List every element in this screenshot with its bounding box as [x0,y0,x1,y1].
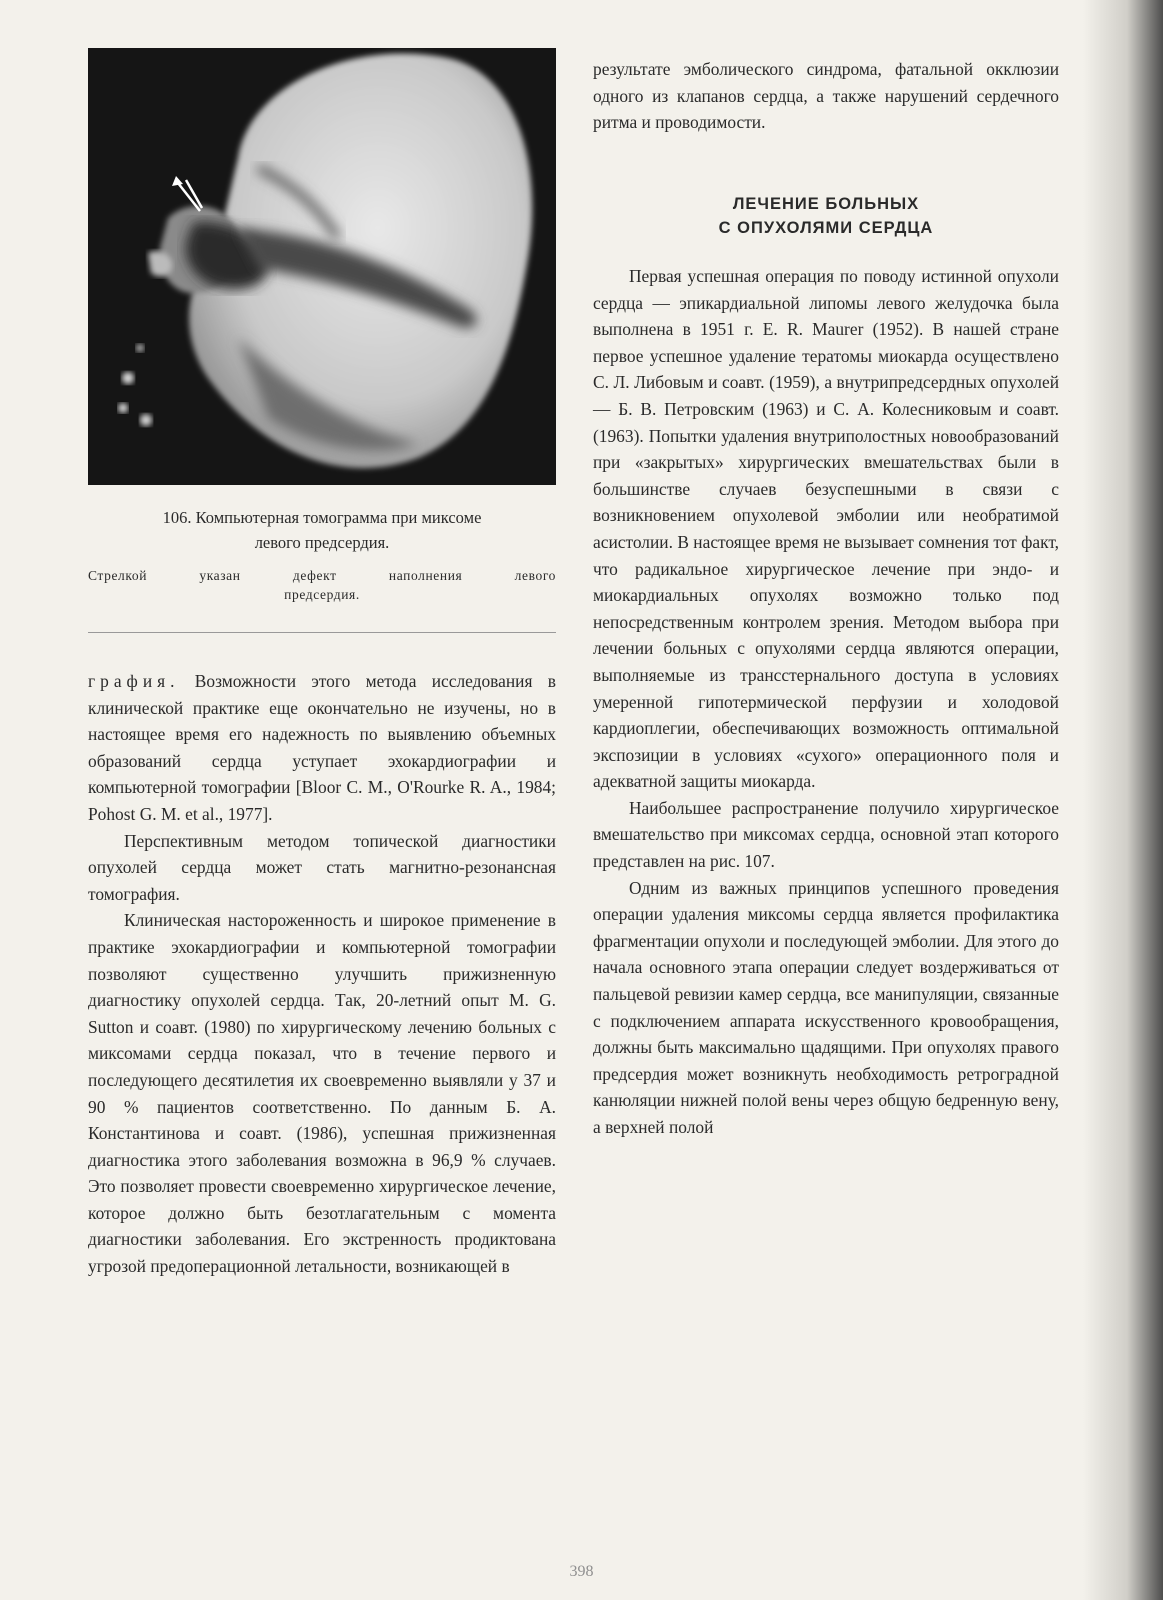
caption-divider [88,632,556,633]
right-column-continuation [593,56,1059,136]
section-heading-line1: ЛЕЧЕНИЕ БОЛЬНЫХ [732,195,920,213]
page-edge-shadow [1083,0,1163,1600]
right-paragraph-2: Наибольшее распространение получило хирургическое вмешательство при миксомах сердца, основной этап которого представлен на рис. 107. [593,797,1059,872]
left-paragraph-1 [88,668,556,828]
figure-note-line2: предсердия. [284,587,360,602]
figure-caption-line2: левого предсердия. [254,533,390,552]
figure-caption-line1: 106. Компьютерная томограмма при миксоме [162,508,482,527]
page-number: 398 [569,1563,594,1580]
left-paragraph-2: Перспективным методом топической диагностики опухолей сердца может стать магнитно-резонансная томография. [88,830,556,904]
right-paragraph-1: Первая успешная операция по поводу истинной опухоли сердца — эпикардиальной липомы левого желудочка была выполнена в 1951 г. Е. R. Maurer (1952). В нашей стране первое успешное удаление тератомы миокарда осуществлено С. Л. Либовым и соавт. (1959), а внутрипредсердных опухолей — Б. В. Петровским (1963) и С. А. Колесниковым и соавт. (1963). Попытки удаления внутриполостных новообразований при «закрытых» хирургических вмешательствах были в большинстве случаев безуспешными в связи с возникновением опухолевой эмболии или необратимой асистолии. В настоящее время не вызывает сомнения тот факт, что радикальное хирургическое лечение при эндо- и миокардиальных опухолях возможно только под непосредственным контролем зрения. Методом выбора при лечении больных с опухолями сердца являются операции, выполняемые из трансстернального доступа в условиях умеренной гипотермической перфузии и холодовой кардиоплегии, обеспечивающих возможность оптимальной экспозиции в условиях «сухого» операционного поля и адекватной защиты миокарда. [593,266,1059,792]
figure-caption [88,505,556,555]
figure-note-line1: Стрелкой указан дефект наполнения левого [88,568,556,583]
right-column [593,263,1059,1141]
section-heading-line2: С ОПУХОЛЯМИ СЕРДЦА [718,219,934,237]
continued-word: графия. [88,671,180,691]
right-continuation-text: результате эмболического синдрома, фатальной окклюзии одного из клапанов сердца, а также нарушений сердечного ритма и проводимости. [593,59,1059,133]
ct-scan-image [88,48,556,485]
left-paragraph-3: Клиническая настороженность и широкое применение в практике эхокардиографии и компьютерной томографии позволяют существенно улучшить прижизненную диагностику опухолей сердца. Так, 20-летний опыт М. G. Sutton и соавт. (1980) по хирургическому лечению больных с миксомами сердца показал, что в течение первого и последующего десятилетия их своевременно выявляли у 37 и 90 % пациентов соответственно. По данным Б. А. Константинова и соавт. (1986), успешная прижизненная диагностика этого заболевания возможна в 96,9 % случаев. Это позволяет провести своевременно хирургическое лечение, которое должно быть безотлагательным с момента диагностики заболевания. Его экстренность продиктована угрозой предоперационной летальности, возникающей в [88,910,556,1277]
section-heading [593,192,1059,240]
left-paragraph-1-text: Возможности этого метода исследования в клинической практике еще окончательно не изучены, но в настоящее время его надежность по выявлению объемных образований сердца уступает эхокардиографии и компьютерной томографии [Bloor С. M., O'Rourke R. A., 1984; Pohost G. М. et al., 1977]. [88,671,556,824]
left-column [88,668,556,1280]
right-paragraph-3: Одним из важных принципов успешного проведения операции удаления миксомы сердца является профилактика фрагментации опухоли и последующей эмболии. Для этого до начала основного этапа операции следует воздерживаться от пальцевой ревизии камер сердца, все манипуляции, связанные с подключением аппарата искусственного кровообращения, должны быть максимально щадящими. При опухолях правого предсердия может возникнуть необходимость ретроградной канюляции нижней полой вены через общую бедренную вену, а верхней полой [593,877,1059,1137]
figure-note [88,566,556,604]
